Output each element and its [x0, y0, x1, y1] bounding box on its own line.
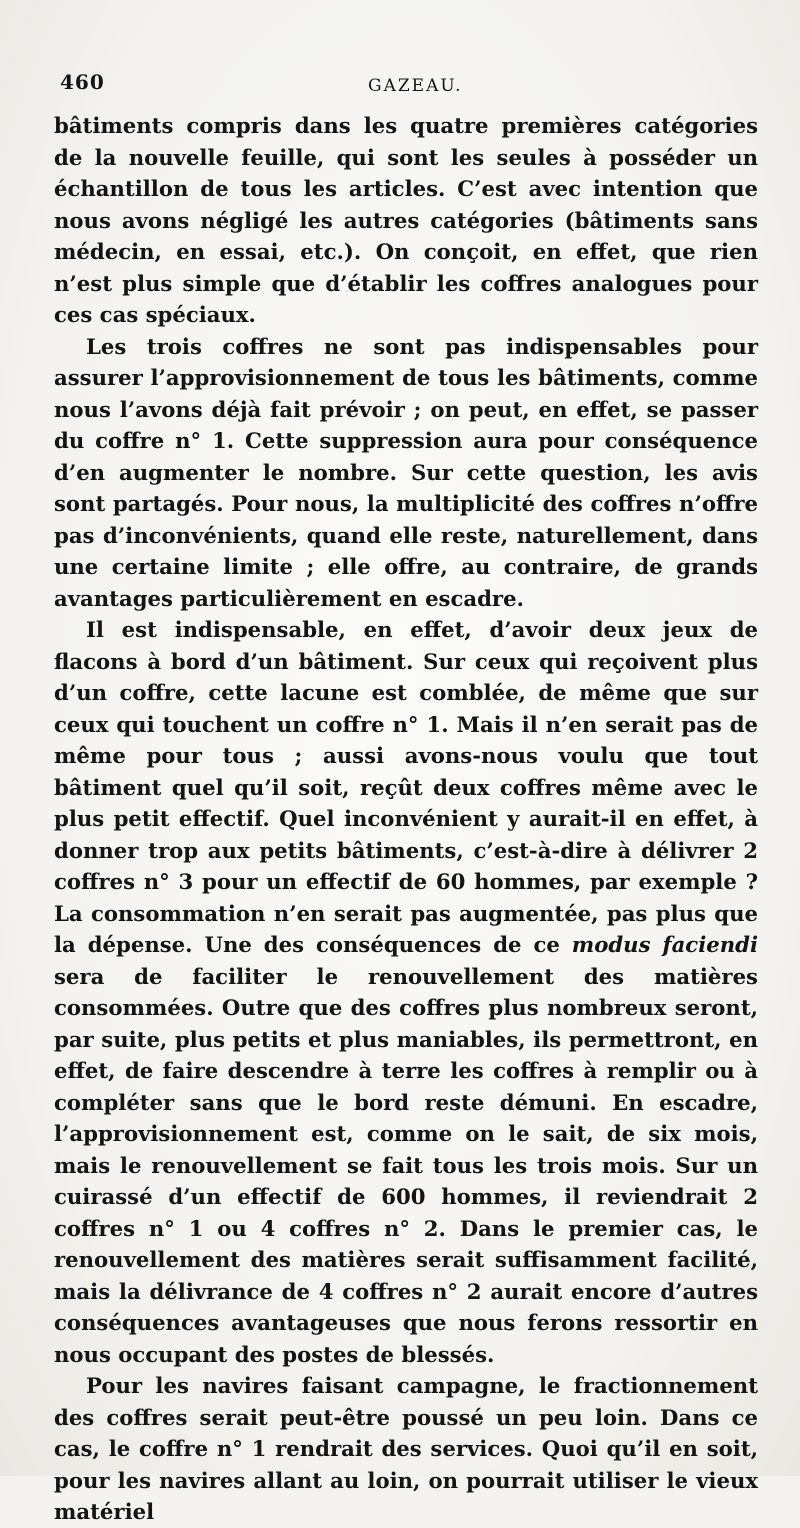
paragraph-4 — [54, 1370, 758, 1528]
page-header — [50, 66, 760, 102]
paragraph-2-text: Les trois coffres ne sont pas indispensables pour assurer l’approvisionnement de tous les bâtiments, comme nous l’avons déjà fait prévoir ; on peut, en effet, se passer du coffre n° 1. Cette suppression aura pour conséquence d’en augmenter le nombre. Sur cette question, les avis sont partagés. Pour nous, la multiplicité des coffres n’offre pas d’inconvénients, quand elle reste, naturellement, dans une certaine limite ; elle offre, au contraire, de grands avantages particulièrement en escadre. — [54, 333, 758, 611]
paragraph-3-text-b: sera de faciliter le renouvellement des matières consommées. Outre que des coffres plus nombreux seront, par suite, plus petits et plus maniables, ils permettront, en effet, de faire descendre à terre les coffres à remplir ou à compléter sans que le bord reste démuni. En escadre, l’approvisionnement est, comme on le sait, de six mois, mais le renouvellement se fait tous les trois mois. Sur un cuirassé d’un effectif de 600 hommes, il reviendrait 2 coffres n° 1 ou 4 coffres n° 2. Dans le premier cas, le renouvellement des matières serait suffisamment facilité, mais la délivrance de 4 coffres n° 2 aurait encore d’autres conséquences avantageuses que nous ferons ressortir en nous occupant des postes de blessés. — [54, 963, 758, 1367]
paragraph-2 — [54, 331, 758, 615]
paragraph-3-text-a: Il est indispensable, en effet, d’avoir deux jeux de flacons à bord d’un bâtiment. Sur ceux qui reçoivent plus d’un coffre, cette lacune est comblée, de même que sur ceux qui touchent un coffre n° 1. Mais il n’en serait pas de même pour tous ; aussi avons-nous voulu que tout bâtiment quel qu’il soit, reçût deux coffres même avec le plus petit effectif. Quel inconvénient y aurait-il en effet, à donner trop aux petits bâtiments, c’est-à-dire à délivrer 2 coffres n° 3 pour un effectif de 60 hommes, par exemple ? La consommation n’en serait pas augmentée, pas plus que la dépense. Une des conséquences de ce — [54, 617, 758, 957]
paragraph-4-text: Pour les navires faisant campagne, le fractionnement des coffres serait peut-être poussé un peu loin. Dans ce cas, le coffre n° 1 rendrait des services. Quoi qu’il en soit, pour les navires allant au loin, on pourrait utiliser le vieux matériel — [54, 1373, 758, 1524]
paragraph-1 — [54, 110, 758, 331]
running-head: GAZEAU. — [368, 76, 463, 96]
paragraph-3 — [54, 614, 758, 1370]
body-text — [54, 110, 758, 1528]
latin-phrase: modus faciendi — [571, 932, 758, 957]
page-number: 460 — [60, 70, 105, 94]
paragraph-1-text: bâtiments compris dans les quatre premières catégories de la nouvelle feuille, qui sont les seules à posséder un échantillon de tous les articles. C’est avec intention que nous avons négligé les autres catégories (bâtiments sans médecin, en essai, etc.). On conçoit, en effet, que rien n’est plus simple que d’établir les coffres analogues pour ces cas spéciaux. — [54, 113, 758, 327]
